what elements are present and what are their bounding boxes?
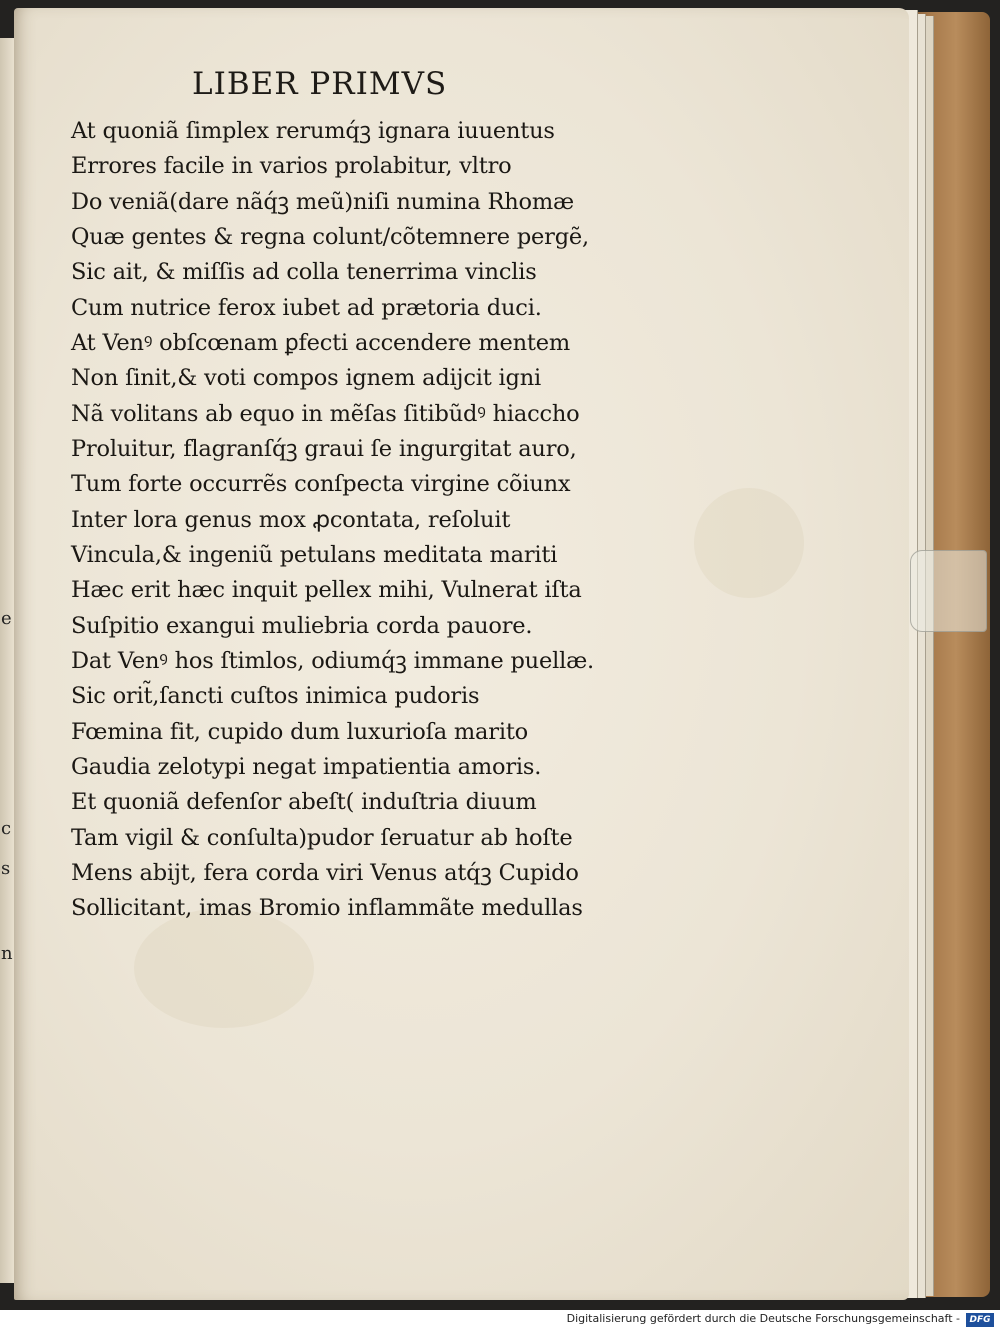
verse-line: Do veniã(dare nãq́ꝫ meũ)niſi numina Rhomæ: [71, 188, 574, 215]
verse-line: At Venꝰ obſcœnam ꝑfecti accendere mentem: [71, 329, 570, 356]
plastic-page-clip: [910, 550, 987, 632]
left-page-edge: [0, 38, 15, 1283]
verse-line: Mens abijt, fera corda viri Venus atq́ꝫ Cupido: [71, 859, 579, 886]
left-page-fragment: s: [1, 858, 11, 879]
verse-line: At quoniã ſimplex rerumq́ꝫ ignara iuuentus: [71, 118, 555, 144]
left-page-fragment: c: [1, 818, 12, 839]
left-page-fragment: e: [1, 608, 12, 629]
dfg-logo-icon: DFG: [966, 1313, 994, 1327]
verse-line: Inter lora genus mox ꝓcontata, reſoluit: [71, 506, 511, 533]
book-page: [14, 8, 909, 1300]
verse-line: Fœmina fit, cupido dum luxurioſa marito: [71, 718, 529, 745]
verse-line: Tum forte occurrẽs conſpecta virgine cõiunx: [71, 471, 571, 498]
verse-line: Proluitur, flagranſq́ꝫ graui ſe ingurgitat auro,: [71, 435, 577, 462]
funding-credit: Digitalisierung gefördert durch die Deutsche Forschungsgemeinschaft -: [566, 1312, 960, 1325]
credit-bar: [0, 1310, 1000, 1331]
running-title-text: LIBER PRIMVS: [192, 66, 448, 102]
verse-text: [71, 114, 594, 927]
verse-line: Tam vigil & conſulta)pudor ſeruatur ab hoſte: [71, 824, 573, 851]
verse-line: Errores facile in varios prolabitur, vltro: [71, 153, 512, 180]
verse-line: Vincula,& ingeniũ petulans meditata mariti: [71, 541, 558, 568]
verse-line: Nã volitans ab equo in mẽſas ſitibũdꝰ hiaccho: [71, 400, 580, 427]
verse-line: Sollicitant, imas Bromio inflammãte medullas: [71, 895, 583, 922]
verse-line: Quæ gentes & regna colunt/cõtemnere pergẽ,: [71, 223, 589, 250]
verse-line: Suſpitio exangui muliebria corda pauore.: [71, 612, 533, 639]
verse-line: Sic orit̃,ſancti cuſtos inimica pudoris: [71, 683, 480, 710]
verse-line: Et quoniã defenſor abeſt( induſtria diuum: [71, 789, 537, 816]
verse-line: Sic ait, & miſſis ad colla tenerrima vinclis: [71, 259, 537, 286]
verse-line: Dat Venꝰ hos ſtimlos, odiumq́ꝫ immane puellæ.: [71, 647, 594, 674]
verse-line: Cum nutrice ferox iubet ad prætoria duci.: [71, 294, 542, 321]
paper-stain: [694, 488, 804, 598]
verse-line: Non ſinit,& voti compos ignem adijcit igni: [71, 365, 541, 392]
left-page-fragment: n: [1, 943, 13, 964]
verse-line: Gaudia zelotypi negat impatientia amoris.: [71, 753, 542, 780]
verse-line: Hæc erit hæc inquit pellex mihi, Vulnerat iſta: [71, 577, 582, 604]
